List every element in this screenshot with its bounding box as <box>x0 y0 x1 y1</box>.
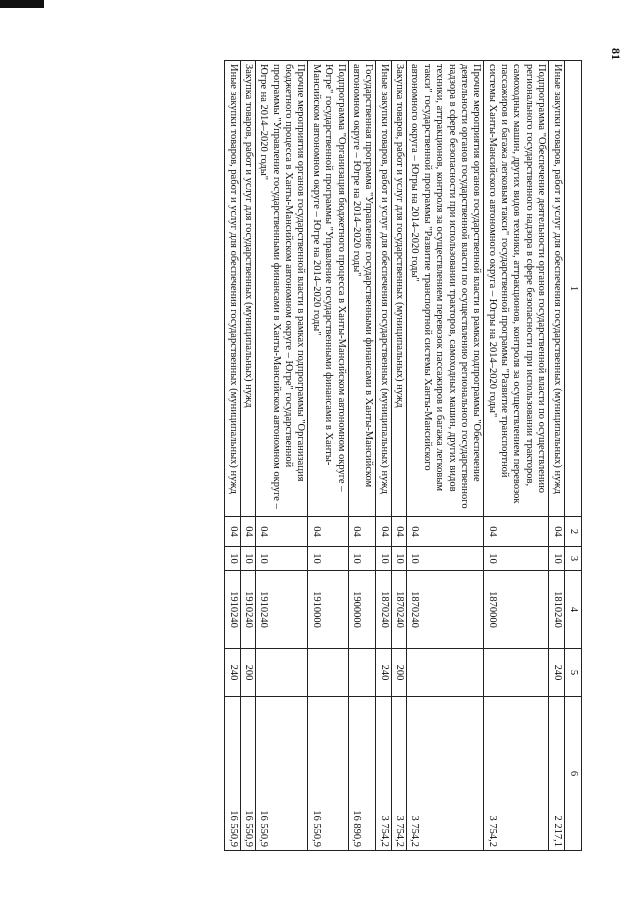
table-row <box>391 61 406 851</box>
cell-description: Иные закупки товаров, работ и услуг для обеспечения государственных (муниципальных) нужд <box>549 61 564 517</box>
cell-expense-type: 200 <box>240 649 255 697</box>
cell-amount: 3 754,2 <box>391 697 406 851</box>
table-row <box>225 61 240 851</box>
cell-description: Иные закупки товаров, работ и услуг для обеспечения государственных (муниципальных) нужд <box>376 61 391 517</box>
cell-expense-type <box>407 649 484 697</box>
cell-description: Закупка товаров, работ и услуг для государственных (муниципальных) нужд <box>240 61 255 517</box>
cell-description: Закупка товаров, работ и услуг для государственных (муниципальных) нужд <box>391 61 406 517</box>
rotated-page-content <box>82 60 582 850</box>
cell-description: Подпрограмма "Обеспечение деятельности органов государственной власти по осуществлению регионального государственного надзора в сфере безопасности при использовании тракторов, самоходных машин, других видов техники, аттракционов, контроля за осуществлением перевозок пассажиров и багажа легковым такси" государственной программы "Развитие транспортной системы Ханты-Мансийского автономного округа – Югры на 2014–2020 годы" <box>484 61 549 517</box>
cell-section: 04 <box>391 517 406 547</box>
table-row <box>240 61 255 851</box>
cell-section: 04 <box>240 517 255 547</box>
cell-subsection: 10 <box>225 547 240 571</box>
cell-description: Государственная программа "Управление государственными финансами в Ханты-Мансийском автономном округе – Югре на 2014–2020 годы" <box>348 61 376 517</box>
cell-expense-type <box>348 649 376 697</box>
header-cell-2: 2 <box>564 517 581 547</box>
cell-subsection: 10 <box>391 547 406 571</box>
cell-subsection: 10 <box>376 547 391 571</box>
cell-section: 04 <box>484 517 549 547</box>
cell-expense-type: 200 <box>391 649 406 697</box>
budget-table <box>224 60 582 851</box>
cell-target-article: 1910240 <box>256 571 309 649</box>
cell-subsection: 10 <box>549 547 564 571</box>
header-cell-5: 5 <box>564 649 581 697</box>
cell-expense-type: 240 <box>549 649 564 697</box>
table-row <box>308 61 348 851</box>
cell-section: 04 <box>256 517 309 547</box>
cell-amount: 16 550,9 <box>308 697 348 851</box>
cell-amount: 2 217,1 <box>549 697 564 851</box>
cell-section: 04 <box>348 517 376 547</box>
cell-expense-type <box>484 649 549 697</box>
cell-subsection: 10 <box>407 547 484 571</box>
cell-target-article: 1910000 <box>308 571 348 649</box>
cell-amount: 3 754,2 <box>407 697 484 851</box>
cell-description: Иные закупки товаров, работ и услуг для обеспечения государственных (муниципальных) нужд <box>225 61 240 517</box>
cell-section: 04 <box>308 517 348 547</box>
cell-subsection: 10 <box>240 547 255 571</box>
header-cell-4: 4 <box>564 571 581 649</box>
table-row <box>348 61 376 851</box>
cell-expense-type: 240 <box>225 649 240 697</box>
cell-section: 04 <box>376 517 391 547</box>
cell-amount: 3 754,2 <box>484 697 549 851</box>
cell-target-article: 1900000 <box>348 571 376 649</box>
cell-target-article: 1870240 <box>376 571 391 649</box>
table-row <box>407 61 484 851</box>
cell-target-article: 1810240 <box>549 571 564 649</box>
cell-target-article: 1910240 <box>225 571 240 649</box>
cell-target-article: 1870240 <box>407 571 484 649</box>
table-row <box>484 61 549 851</box>
cell-target-article: 1870240 <box>391 571 406 649</box>
cell-expense-type <box>256 649 309 697</box>
page-number: 81 <box>609 48 624 60</box>
header-row <box>564 61 581 851</box>
cell-subsection: 10 <box>308 547 348 571</box>
header-cell-1: 1 <box>564 61 581 517</box>
cell-subsection: 10 <box>484 547 549 571</box>
table-body <box>225 61 582 851</box>
header-cell-3: 3 <box>564 547 581 571</box>
cell-target-article: 1910240 <box>240 571 255 649</box>
cell-target-article: 1870000 <box>484 571 549 649</box>
cell-amount: 16 550,9 <box>225 697 240 851</box>
table-row <box>549 61 564 851</box>
cell-subsection: 10 <box>348 547 376 571</box>
cell-section: 04 <box>407 517 484 547</box>
cell-amount: 16 890,9 <box>348 697 376 851</box>
cell-description: Подпрограмма "Организация бюджетного процесса в Ханты-Мансийском автономном округе – Югре" государственной программы "Управление государственными финансами в Ханты-Мансийском автономном округе – Югре на 2014–2020 годы" <box>308 61 348 517</box>
cell-amount: 16 550,9 <box>256 697 309 851</box>
cell-subsection: 10 <box>256 547 309 571</box>
scan-edge-mark <box>0 0 44 8</box>
cell-description: Прочие мероприятия органов государственной власти в рамках подпрограммы "Обеспечение деятельности органов государственной власти по осуществлению регионального государственного надзора в сфере безопасности при использовании тракторов, самоходных машин, других видов техники, аттракционов, контроля за осуществлением перевозок пассажиров и багажа легковым такси" государственной программы "Развитие транспортной системы Ханты-Мансийского автономного округа – Югры на 2014–2020 годы" <box>407 61 484 517</box>
cell-amount: 16 550,9 <box>240 697 255 851</box>
header-cell-6: 6 <box>564 697 581 851</box>
cell-section: 04 <box>225 517 240 547</box>
cell-description: Прочие мероприятия органов государственной власти в рамках подпрограммы "Организация бюджетного процесса в Ханты-Мансийском автономном округе – Югре" государственной программы "Управление государственными финансами в Ханты-Мансийском автономном округе – Югре на 2014–2020 годы" <box>256 61 309 517</box>
cell-amount: 3 754,2 <box>376 697 391 851</box>
table-row <box>376 61 391 851</box>
cell-expense-type: 240 <box>376 649 391 697</box>
table-row <box>256 61 309 851</box>
cell-expense-type <box>308 649 348 697</box>
cell-section: 04 <box>549 517 564 547</box>
